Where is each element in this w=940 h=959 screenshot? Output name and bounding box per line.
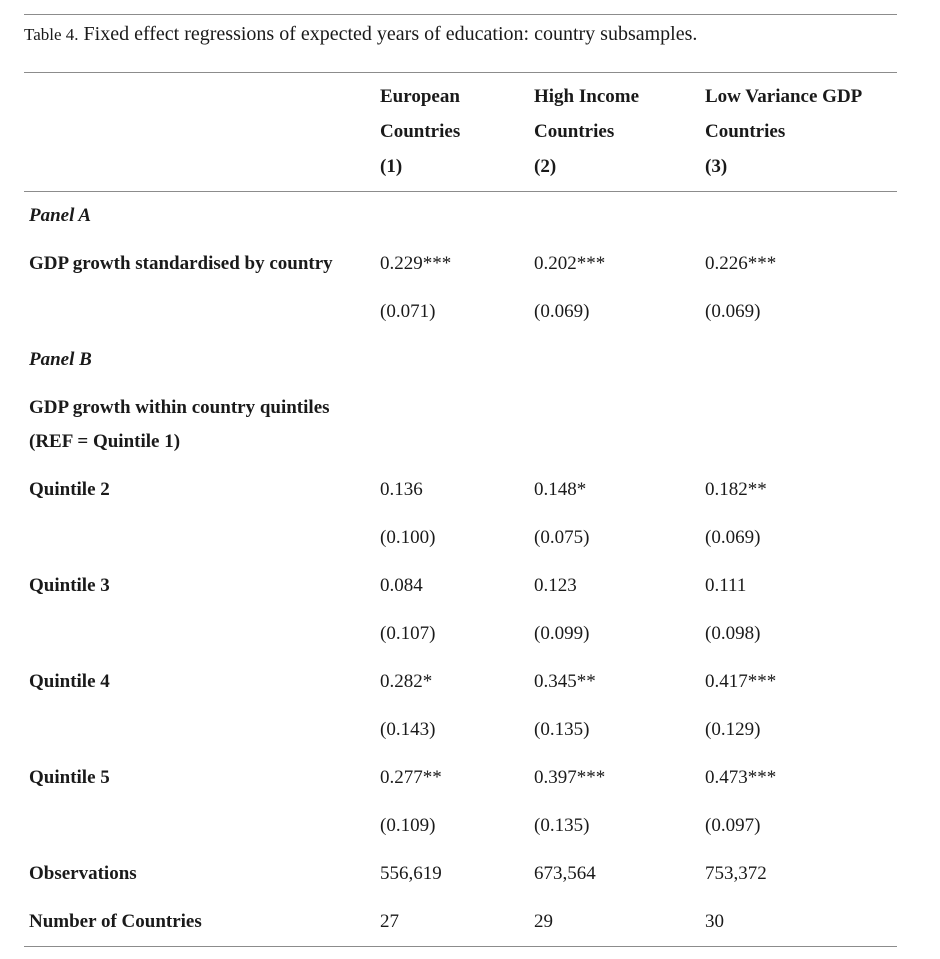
- table-cell: (0.069): [705, 301, 761, 322]
- table-cell: (0.075): [534, 527, 590, 548]
- table-cell: (0.097): [705, 815, 761, 836]
- quintile-heading-row: [24, 384, 897, 466]
- table-cell: 753,372: [705, 863, 767, 884]
- table-cell: (0.109): [380, 815, 436, 836]
- table-row-se: [24, 288, 897, 336]
- table-cell: 0.229***: [380, 253, 452, 274]
- row-label: Quintile 4: [29, 671, 110, 692]
- table-caption: [24, 14, 897, 50]
- row-label: GDP growth standardised by country: [29, 253, 333, 274]
- table-cell: 0.345**: [534, 671, 596, 692]
- table-cell: 0.123: [534, 575, 577, 596]
- table-cell: 0.417***: [705, 671, 777, 692]
- column-header-low-variance: Low Variance GDP Countries (3): [705, 86, 863, 177]
- table-row: [24, 466, 897, 514]
- table-cell: 0.148*: [534, 479, 587, 500]
- table-row-countries: [24, 898, 897, 946]
- table-cell: 30: [705, 911, 724, 932]
- table-cell: 0.182**: [705, 479, 767, 500]
- panel-a-label: Panel A: [29, 205, 92, 226]
- table-number: Table 4.: [24, 25, 79, 44]
- table-row-observations: [24, 850, 897, 898]
- table-row: [24, 240, 897, 288]
- row-label: Observations: [29, 863, 137, 884]
- table-row-se: [24, 514, 897, 562]
- table-cell: 0.282*: [380, 671, 433, 692]
- table-row: [24, 562, 897, 610]
- table-cell: (0.129): [705, 719, 761, 740]
- table-cell: (0.069): [534, 301, 590, 322]
- table-cell: 556,619: [380, 863, 442, 884]
- row-label: Quintile 5: [29, 767, 110, 788]
- table-cell: (0.100): [380, 527, 436, 548]
- panel-a-row: [24, 192, 897, 240]
- row-label: Number of Countries: [29, 911, 202, 932]
- table-row-se: [24, 610, 897, 658]
- table-cell: (0.143): [380, 719, 436, 740]
- table-cell: 29: [534, 911, 553, 932]
- quintile-heading: GDP growth within country quintiles (REF = Quintile 1): [29, 397, 330, 452]
- table-row: [24, 754, 897, 802]
- table-cell: (0.135): [534, 719, 590, 740]
- table-cell: (0.135): [534, 815, 590, 836]
- table-cell: 0.136: [380, 479, 423, 500]
- table-cell: 27: [380, 911, 399, 932]
- column-header-high-income: High Income Countries (2): [534, 86, 640, 177]
- table-title: Fixed effect regressions of expected years of education: country subsamples.: [83, 23, 698, 45]
- table-cell: 0.473***: [705, 767, 777, 788]
- table-cell: (0.099): [534, 623, 590, 644]
- row-label: Quintile 2: [29, 479, 110, 500]
- table-cell: 0.226***: [705, 253, 777, 274]
- row-label: Quintile 3: [29, 575, 110, 596]
- table-cell: 673,564: [534, 863, 596, 884]
- table-row-se: [24, 802, 897, 850]
- table-cell: 0.277**: [380, 767, 442, 788]
- table-cell: (0.069): [705, 527, 761, 548]
- table-cell: (0.107): [380, 623, 436, 644]
- regression-table: [24, 72, 897, 947]
- table-cell: (0.071): [380, 301, 436, 322]
- table-cell: 0.084: [380, 575, 423, 596]
- table-cell: 0.111: [705, 575, 747, 596]
- column-header-european: European Countries (1): [380, 86, 461, 177]
- table-cell: 0.202***: [534, 253, 606, 274]
- table-header-row: [24, 73, 897, 192]
- table-cell: 0.397***: [534, 767, 606, 788]
- panel-b-label: Panel B: [29, 349, 92, 370]
- panel-b-row: [24, 336, 897, 384]
- table-row: [24, 658, 897, 706]
- table-row-se: [24, 706, 897, 754]
- table-cell: (0.098): [705, 623, 761, 644]
